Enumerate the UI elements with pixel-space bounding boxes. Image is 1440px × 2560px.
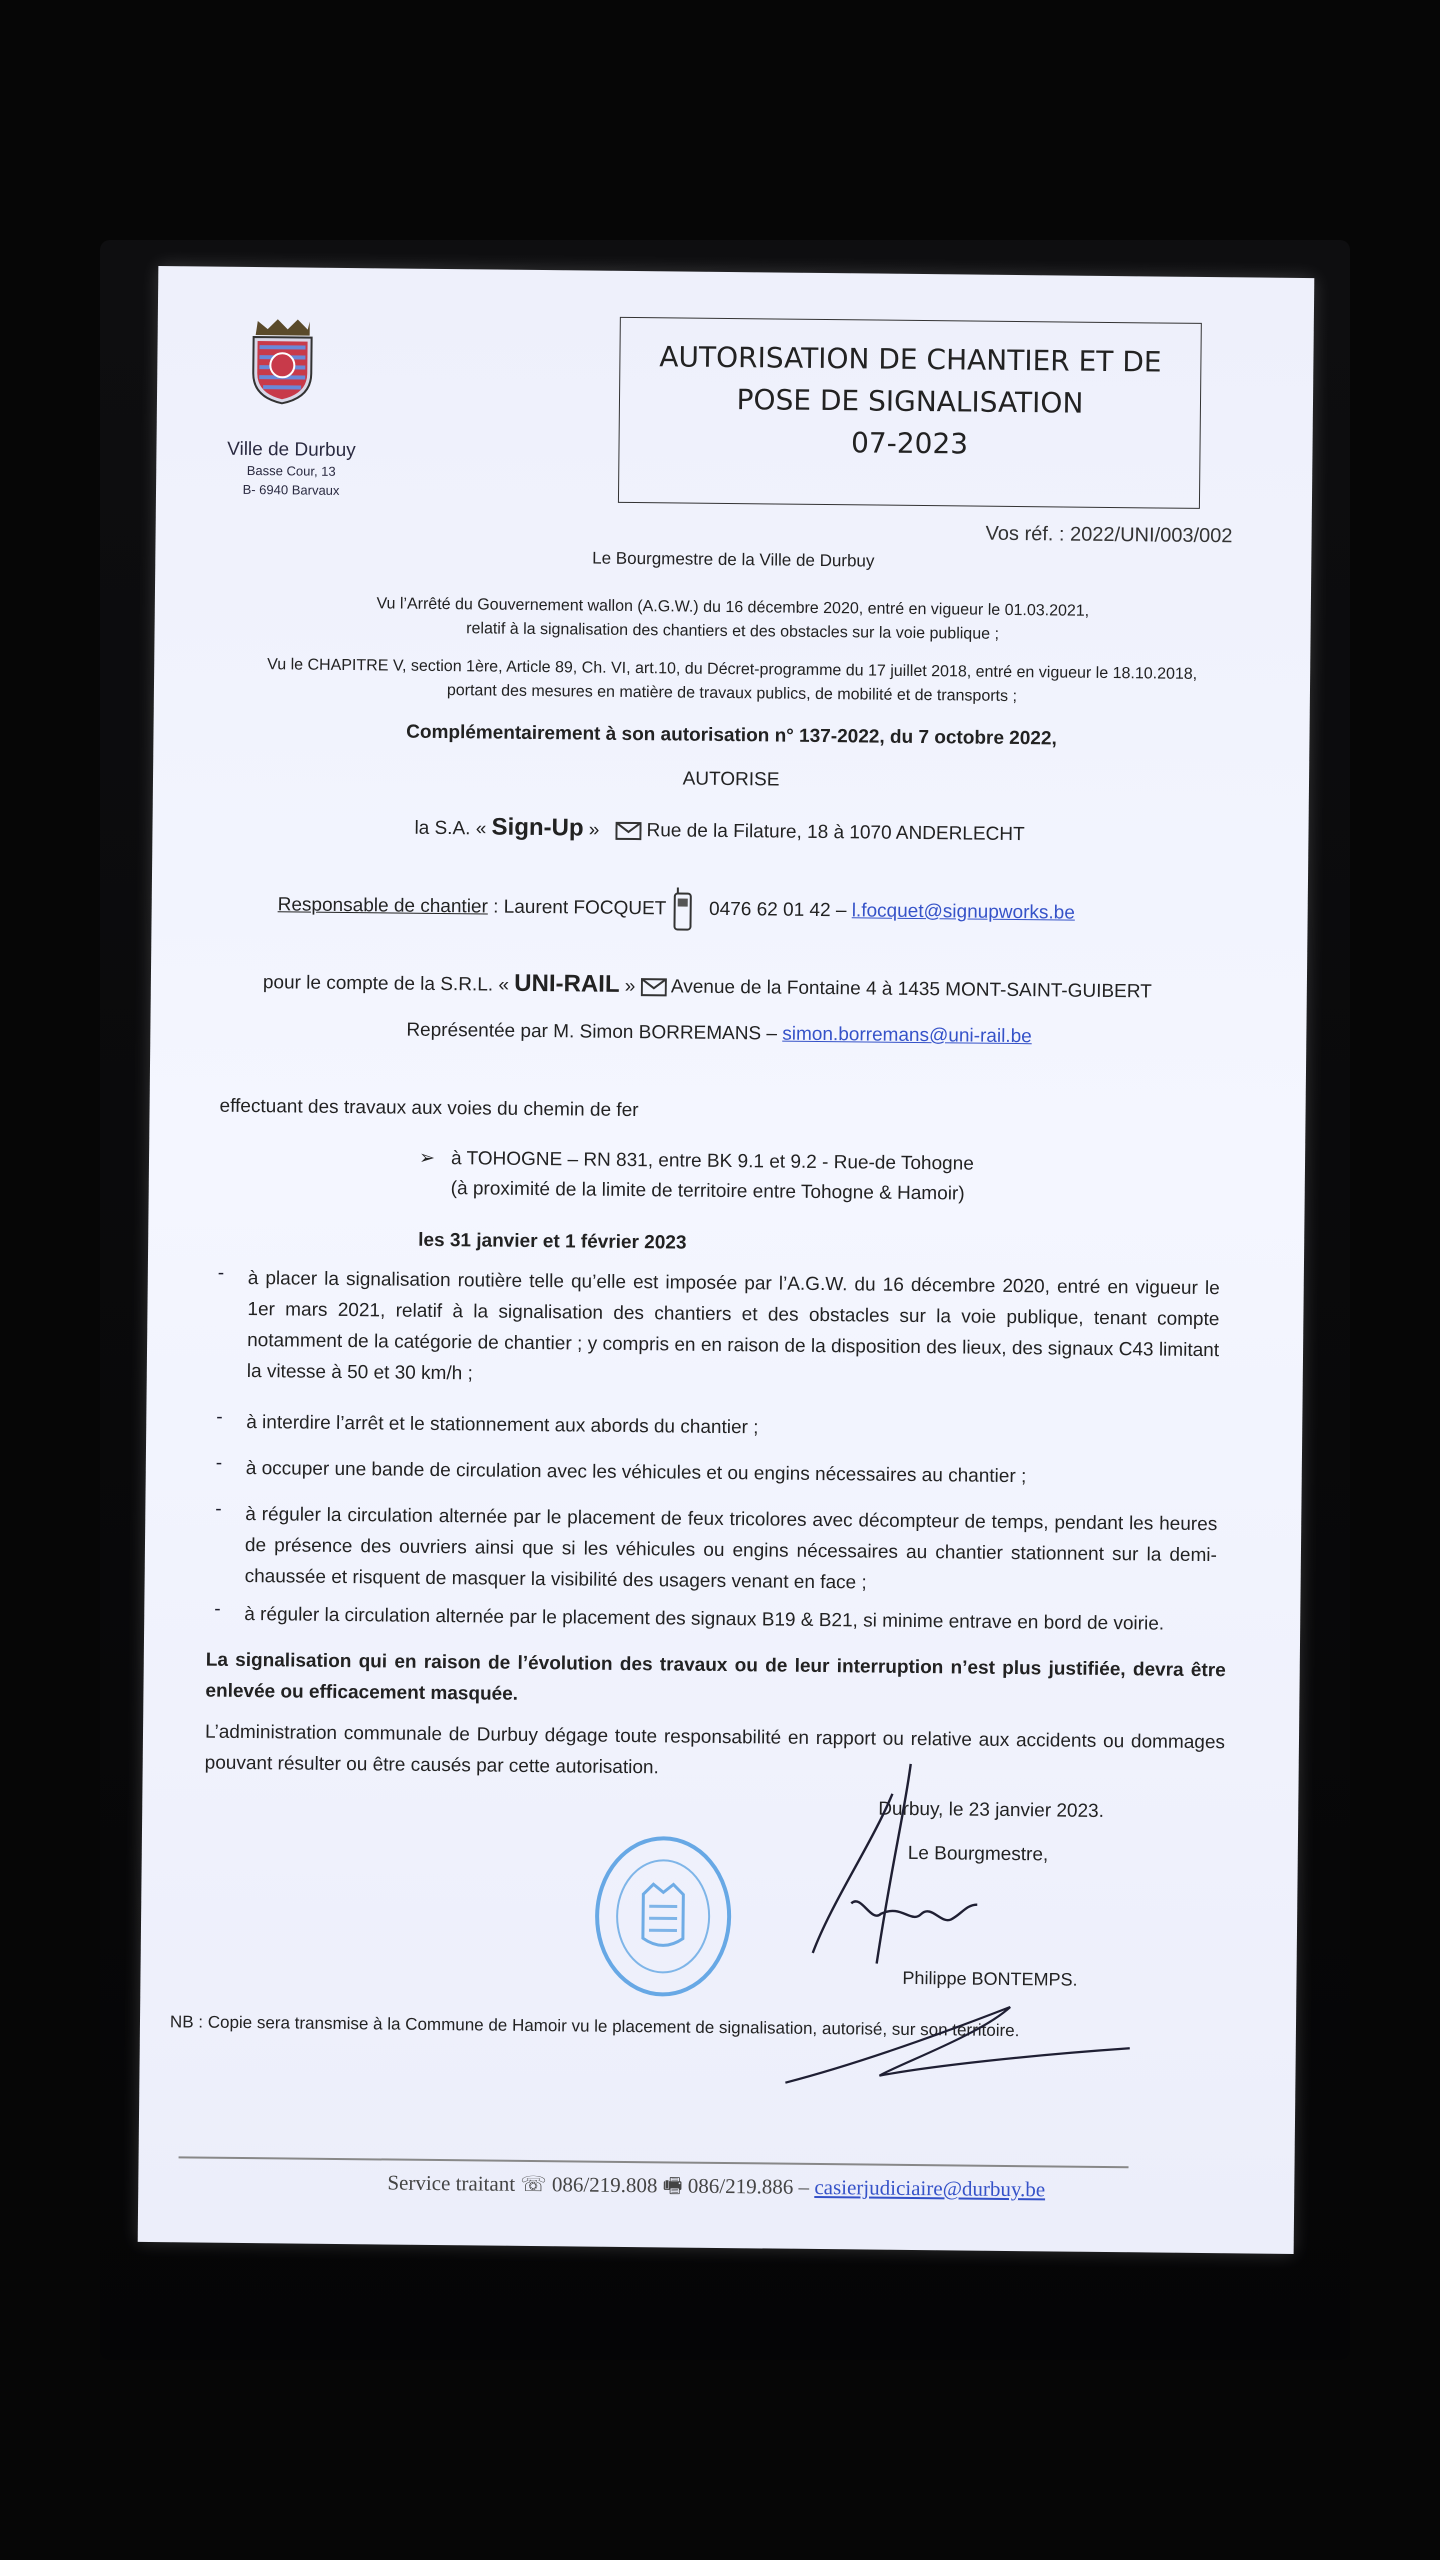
sa-line bbox=[414, 813, 1024, 848]
city-address-street: Basse Cour, 13 bbox=[246, 462, 336, 479]
client-name: UNI-RAIL bbox=[514, 969, 620, 998]
client-line bbox=[263, 967, 1152, 1005]
sa-prefix: la S.A. « bbox=[414, 817, 487, 840]
document-title-box bbox=[618, 317, 1202, 509]
arrow-bullet-icon: ➢ bbox=[418, 1147, 436, 1169]
decret-line-1: Vu le CHAPITRE V, section 1ère, Article 89, Ch. VI, art.10, du Décret-programme du 17 juillet 2018, entré en vigueur le 18.10.2018, bbox=[267, 656, 1198, 683]
representative-line bbox=[406, 1017, 1032, 1051]
mailbox-icon bbox=[615, 821, 641, 841]
complement-line: Complémentairement à son autorisation n° 137-2022, du 7 octobre 2022, bbox=[406, 721, 1057, 750]
coat-of-arms-icon bbox=[247, 317, 318, 406]
bullet-item: à réguler la circulation alternée par le placement des signaux B19 & B21, si minime entrave en bord de voirie. bbox=[244, 1603, 1165, 1635]
agw-line-1: Vu l’Arrêté du Gouvernement wallon (A.G.W.) du 16 décembre 2020, entré en vigueur le 01.03.2021, bbox=[376, 595, 1090, 620]
representative-email-link[interactable]: simon.borremans@uni-rail.be bbox=[782, 1023, 1032, 1048]
decret-line-2: portant des mesures en matière de travaux publics, de mobilité et de transports ; bbox=[446, 682, 1018, 706]
bourgmestre-heading: Le Bourgmestre de la Ville de Durbuy bbox=[592, 548, 875, 571]
bullet-dash: - bbox=[217, 1262, 225, 1284]
footer-fax: 086/219.886 – bbox=[687, 2173, 810, 2199]
place-date: Durbuy, le 23 janvier 2023. bbox=[878, 1798, 1105, 1822]
autorise-heading: AUTORISE bbox=[682, 768, 780, 791]
title-line-1: AUTORISATION DE CHANTIER ET DE bbox=[659, 340, 1162, 379]
bullet-dash: - bbox=[216, 1406, 223, 1428]
signature-mark bbox=[790, 1753, 993, 1995]
signer-name: Philippe BONTEMPS. bbox=[902, 1967, 1078, 1990]
responsable-dash: – bbox=[835, 900, 847, 922]
title-line-3: 07-2023 bbox=[850, 426, 969, 461]
city-name: Ville de Durbuy bbox=[227, 438, 356, 462]
agw-line-2: relatif à la signalisation des chantiers et des obstacles sur la voie publique ; bbox=[466, 620, 1000, 643]
bullet-dash: - bbox=[214, 1598, 221, 1620]
responsable-email-link[interactable]: l.focquet@signupworks.be bbox=[851, 900, 1075, 924]
responsable-label: Responsable de chantier bbox=[277, 894, 488, 918]
signer-title: Le Bourgmestre, bbox=[907, 1842, 1049, 1866]
bullet-item: à occuper une bande de circulation avec les véhicules et ou engins nécessaires au chantier ; bbox=[245, 1457, 1027, 1488]
sa-suffix: » bbox=[588, 819, 600, 841]
fax-icon: 🖷 bbox=[662, 2173, 683, 2198]
bullet-item: à placer la signalisation routière telle qu’elle est imposée par l’A.G.W. du 16 décembre 2020, entré en vigueur le 1er mars 2021, relatif à la signalisation des chantiers et des obstacles sur la voie publique, tenant compte notamment de la catégorie de chantier ; y compris en en raison de la disposition des lieux, des signaux C43 limitant la vitesse à 50 et 30 km/h ; bbox=[246, 1267, 1220, 1385]
sa-name: Sign-Up bbox=[491, 813, 584, 842]
works-intro: effectuant des travaux aux voies du chemin de fer bbox=[219, 1095, 639, 1122]
city-address-postal: B- 6940 Barvaux bbox=[242, 481, 340, 498]
responsibility-notice: L’administration communale de Durbuy dégage toute responsabilité en rapport ou relative aux accidents ou dommages pouvant résulter ou être causés par cette autorisation. bbox=[204, 1721, 1226, 1779]
bullet-dash: - bbox=[215, 1452, 223, 1474]
responsable-phone: 0476 62 01 42 bbox=[708, 898, 831, 922]
sa-address: Rue de la Filature, 18 à 1070 ANDERLECHT bbox=[646, 820, 1025, 846]
phone-icon: ☏ bbox=[520, 2171, 547, 2197]
responsable-line bbox=[277, 883, 1075, 935]
mailbox-icon bbox=[641, 977, 667, 997]
footer-phone: 086/219.808 bbox=[551, 2172, 658, 2198]
location-line-2: (à proximité de la limite de territoire entre Tohogne & Hamoir) bbox=[450, 1178, 965, 1205]
client-prefix: pour le compte de la S.R.L. « bbox=[262, 972, 510, 996]
footer-service-label: Service traitant bbox=[387, 2170, 516, 2196]
initials-mark bbox=[779, 1993, 1140, 2097]
title-line-2: POSE DE SIGNALISATION bbox=[736, 383, 1084, 420]
bullet-dash: - bbox=[215, 1498, 222, 1520]
mobile-phone-icon bbox=[671, 887, 693, 931]
bullet-item: à réguler la circulation alternée par le placement de feux tricolores avec décompteur de temps, pendant les heures de présence des ouvriers ainsi que si les véhicules ou engins nécessaires au chantier stationnent sur la demi-chaussée et risquent de masquer la visibilité des usagers venant en face ; bbox=[244, 1503, 1218, 1594]
document-screen bbox=[138, 266, 1315, 2254]
location-line-1: à TOHOGNE – RN 831, entre BK 9.1 et 9.2 - Rue-de Tohogne bbox=[450, 1148, 974, 1175]
municipal-stamp-icon bbox=[592, 1834, 734, 1999]
responsable-name: : Laurent FOCQUET bbox=[493, 896, 667, 920]
work-dates: les 31 janvier et 1 février 2023 bbox=[418, 1229, 687, 1254]
reference-number: Vos réf. : 2022/UNI/003/002 bbox=[985, 522, 1233, 548]
client-suffix: » bbox=[624, 975, 636, 998]
representative-text: Représentée par M. Simon BORREMANS – bbox=[406, 1019, 778, 1045]
footer-contact bbox=[138, 2166, 1294, 2213]
nb-note: NB : Copie sera transmise à la Commune de Hamoir vu le placement de signalisation, autorisé, sur son territoire. bbox=[169, 2012, 1020, 2041]
footer-email-link[interactable]: casierjudiciaire@durbuy.be bbox=[814, 2174, 1046, 2202]
footer-divider bbox=[179, 2156, 1129, 2168]
bullet-item: à interdire l’arrêt et le stationnement aux abords du chantier ; bbox=[246, 1411, 759, 1439]
signalisation-notice: La signalisation qui en raison de l’évolution des travaux ou de leur interruption n’est plus justifiée, devra être enlevée ou efficacement masquée. bbox=[205, 1649, 1226, 1705]
client-address: Avenue de la Fontaine 4 à 1435 MONT-SAINT-GUIBERT bbox=[670, 976, 1152, 1003]
